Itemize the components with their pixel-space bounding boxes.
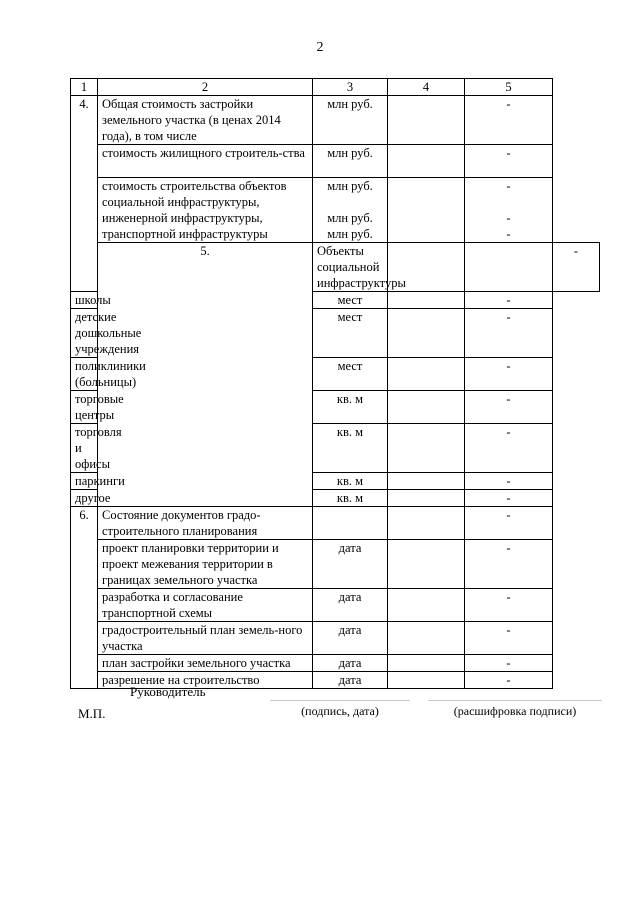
row-name: торговля и офисы [71, 424, 98, 473]
table-row [71, 589, 600, 622]
row-unit [313, 507, 388, 540]
row-value: - [465, 309, 553, 358]
row-empty-cell [388, 540, 465, 589]
row-unit: дата [313, 655, 388, 672]
page-number: 2 [316, 40, 324, 55]
row-unit: мест [313, 358, 388, 391]
signature-line [270, 700, 410, 701]
table-row [71, 540, 600, 589]
row-value-stack [465, 178, 553, 243]
row-name: стоимость жилищного строитель-ства [98, 145, 313, 178]
row-name: школы [71, 292, 98, 309]
header-cell: 1 [71, 79, 98, 96]
table-row [71, 655, 600, 672]
row-empty-cell [388, 96, 465, 145]
decoding-line [428, 700, 602, 701]
signature-caption: (подпись, дата) [301, 704, 379, 718]
row-empty-cell [388, 589, 465, 622]
row-empty-cell [388, 358, 465, 391]
row-value: - [506, 211, 511, 225]
row-unit: дата [313, 540, 388, 589]
row-unit: млн руб. [313, 145, 388, 178]
row-name: план застройки земельного участка [98, 655, 313, 672]
row-name: разработка и согласование транспортной схемы [98, 589, 313, 622]
row-unit: мест [313, 292, 388, 309]
row-unit: кв. м [313, 424, 388, 473]
row-empty-cell [388, 507, 465, 540]
row-empty-cell [388, 292, 465, 309]
header-cell: 2 [98, 79, 313, 96]
table-header-row [71, 79, 600, 96]
table-row [71, 178, 600, 243]
row-value: - [465, 391, 553, 424]
row-name: стоимость строительства объектов социальной инфраструктуры, [102, 179, 287, 209]
row-name: разрешение на строительство [98, 672, 313, 689]
decoding-caption: (расшифровка подписи) [453, 704, 577, 718]
row-value: - [465, 622, 553, 655]
row-unit: дата [313, 589, 388, 622]
row-empty-cell [388, 145, 465, 178]
row-unit: мест [313, 309, 388, 358]
row-empty-cell [388, 655, 465, 672]
row-name: паркинги [71, 473, 98, 490]
header-cell: 5 [465, 79, 553, 96]
row-value: - [465, 540, 553, 589]
header-cell: 4 [388, 79, 465, 96]
row-name: проект планировки территории и проект межевания территории в границах земельного участка [98, 540, 313, 589]
row-value: - [465, 672, 553, 689]
row-name: транспортной инфраструктуры [102, 227, 268, 241]
row-unit: млн руб. [313, 96, 388, 145]
row-value: - [465, 655, 553, 672]
row-unit-stack [313, 178, 388, 243]
table-row [71, 507, 600, 540]
row-name: другое [71, 490, 98, 507]
row-name: Общая стоимость застройки земельного участка (в ценах 2014 года), в том числе [98, 96, 313, 145]
summary-table [70, 78, 600, 689]
table-row [71, 145, 600, 178]
row-unit: дата [313, 672, 388, 689]
row-unit: кв. м [313, 473, 388, 490]
row-empty-cell [388, 309, 465, 358]
row-unit: млн руб. [327, 211, 373, 225]
row-value: - [465, 507, 553, 540]
group-number: 5. [98, 243, 313, 507]
row-name: поликлиники (больницы) [71, 358, 98, 391]
table-row [71, 243, 600, 292]
row-empty-cell [388, 473, 465, 490]
row-name: детские дошкольные учреждения [71, 309, 98, 358]
row-unit: кв. м [313, 490, 388, 507]
row-empty-cell [388, 622, 465, 655]
row-empty-cell [388, 391, 465, 424]
row-name: Объекты социальной инфраструктуры [313, 243, 388, 292]
group-number: 6. [71, 507, 98, 689]
row-value: - [465, 96, 553, 145]
row-unit: млн руб. [327, 227, 373, 241]
row-value: - [465, 473, 553, 490]
row-value: - [506, 179, 511, 193]
row-value: - [506, 227, 511, 241]
row-empty-cell [388, 424, 465, 473]
row-unit: кв. м [313, 391, 388, 424]
header-cell: 3 [313, 79, 388, 96]
table-row [71, 96, 600, 145]
row-value: - [465, 424, 553, 473]
row-name: инженерной инфраструктуры, [102, 211, 263, 225]
row-value: - [465, 589, 553, 622]
group-number: 4. [71, 96, 98, 292]
row-name: Состояние документов градо-строительного планирования [98, 507, 313, 540]
row-value: - [465, 145, 553, 178]
row-value: - [465, 292, 553, 309]
row-value: - [465, 490, 553, 507]
row-unit: млн руб. [327, 179, 373, 193]
row-name: градостроительный план земель-ного участка [98, 622, 313, 655]
row-empty-cell [465, 243, 553, 292]
stamp-placeholder: М.П. [78, 706, 106, 721]
row-name-stack [98, 178, 313, 243]
row-value: - [465, 358, 553, 391]
row-name: торговые центры [71, 391, 98, 424]
table-row [71, 622, 600, 655]
signatory-title: Руководитель [130, 684, 206, 699]
row-value: - [553, 243, 600, 292]
row-empty-cell [388, 178, 465, 243]
row-empty-cell [388, 672, 465, 689]
row-empty-cell [388, 490, 465, 507]
row-unit: дата [313, 622, 388, 655]
